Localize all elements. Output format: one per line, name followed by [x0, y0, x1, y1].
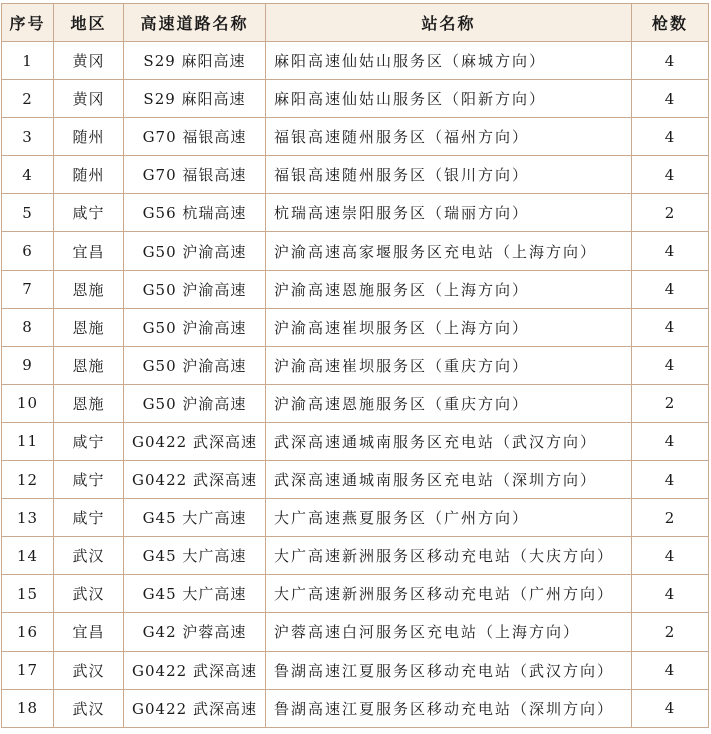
cell-region: 武汉	[54, 575, 124, 613]
cell-region: 咸宁	[54, 461, 124, 499]
cell-station: 大广高速新洲服务区移动充电站（大庆方向）	[266, 537, 632, 575]
cell-station: 麻阳高速仙姑山服务区（麻城方向）	[266, 42, 632, 80]
header-road: 高速道路名称	[124, 4, 266, 42]
cell-index: 18	[2, 689, 54, 727]
cell-region: 随州	[54, 156, 124, 194]
cell-station: 大广高速新洲服务区移动充电站（广州方向）	[266, 575, 632, 613]
table-row	[2, 80, 709, 118]
cell-station: 沪渝高速恩施服务区（重庆方向）	[266, 384, 632, 422]
cell-guns: 2	[632, 194, 709, 232]
cell-station: 福银高速随州服务区（银川方向）	[266, 156, 632, 194]
cell-road: G50 沪渝高速	[124, 232, 266, 270]
cell-road: G0422 武深高速	[124, 651, 266, 689]
cell-index: 7	[2, 270, 54, 308]
cell-index: 2	[2, 80, 54, 118]
cell-guns: 4	[632, 651, 709, 689]
table-header	[2, 4, 709, 42]
table-row	[2, 575, 709, 613]
cell-index: 3	[2, 118, 54, 156]
table-row	[2, 346, 709, 384]
cell-road: G0422 武深高速	[124, 461, 266, 499]
cell-road: G42 沪蓉高速	[124, 613, 266, 651]
cell-index: 9	[2, 346, 54, 384]
cell-guns: 4	[632, 232, 709, 270]
cell-index: 15	[2, 575, 54, 613]
cell-index: 13	[2, 499, 54, 537]
cell-station: 杭瑞高速崇阳服务区（瑞丽方向）	[266, 194, 632, 232]
cell-index: 16	[2, 613, 54, 651]
cell-guns: 2	[632, 613, 709, 651]
cell-station: 鲁湖高速江夏服务区移动充电站（武汉方向）	[266, 651, 632, 689]
header-row	[2, 4, 709, 42]
cell-station: 武深高速通城南服务区充电站（深圳方向）	[266, 461, 632, 499]
cell-region: 宜昌	[54, 613, 124, 651]
cell-road: G45 大广高速	[124, 537, 266, 575]
table-row	[2, 232, 709, 270]
cell-guns: 4	[632, 422, 709, 460]
table-row	[2, 461, 709, 499]
cell-index: 6	[2, 232, 54, 270]
cell-index: 10	[2, 384, 54, 422]
charging-station-table	[1, 3, 709, 728]
cell-guns: 4	[632, 461, 709, 499]
cell-road: G50 沪渝高速	[124, 384, 266, 422]
cell-road: G45 大广高速	[124, 575, 266, 613]
table-row	[2, 156, 709, 194]
cell-station: 武深高速通城南服务区充电站（武汉方向）	[266, 422, 632, 460]
cell-guns: 4	[632, 537, 709, 575]
cell-guns: 4	[632, 308, 709, 346]
table-row	[2, 651, 709, 689]
cell-guns: 4	[632, 270, 709, 308]
cell-guns: 2	[632, 384, 709, 422]
cell-road: S29 麻阳高速	[124, 42, 266, 80]
cell-road: G50 沪渝高速	[124, 346, 266, 384]
table-row	[2, 689, 709, 727]
cell-region: 武汉	[54, 689, 124, 727]
cell-road: S29 麻阳高速	[124, 80, 266, 118]
cell-guns: 4	[632, 118, 709, 156]
cell-region: 黄冈	[54, 42, 124, 80]
table-row	[2, 384, 709, 422]
cell-index: 11	[2, 422, 54, 460]
cell-station: 麻阳高速仙姑山服务区（阳新方向）	[266, 80, 632, 118]
header-station: 站名称	[266, 4, 632, 42]
cell-station: 沪渝高速恩施服务区（上海方向）	[266, 270, 632, 308]
cell-index: 14	[2, 537, 54, 575]
cell-road: G0422 武深高速	[124, 422, 266, 460]
table-row	[2, 270, 709, 308]
cell-index: 12	[2, 461, 54, 499]
cell-guns: 2	[632, 499, 709, 537]
cell-road: G70 福银高速	[124, 118, 266, 156]
cell-road: G45 大广高速	[124, 499, 266, 537]
cell-guns: 4	[632, 80, 709, 118]
cell-region: 宜昌	[54, 232, 124, 270]
cell-road: G56 杭瑞高速	[124, 194, 266, 232]
cell-road: G0422 武深高速	[124, 689, 266, 727]
cell-index: 4	[2, 156, 54, 194]
cell-region: 随州	[54, 118, 124, 156]
cell-region: 黄冈	[54, 80, 124, 118]
cell-guns: 4	[632, 346, 709, 384]
cell-index: 17	[2, 651, 54, 689]
cell-station: 沪蓉高速白河服务区充电站（上海方向）	[266, 613, 632, 651]
table-row	[2, 613, 709, 651]
header-index: 序号	[2, 4, 54, 42]
cell-guns: 4	[632, 156, 709, 194]
cell-station: 沪渝高速高家堰服务区充电站（上海方向）	[266, 232, 632, 270]
header-guns: 枪数	[632, 4, 709, 42]
cell-station: 沪渝高速崔坝服务区（重庆方向）	[266, 346, 632, 384]
header-region: 地区	[54, 4, 124, 42]
cell-guns: 4	[632, 689, 709, 727]
cell-guns: 4	[632, 42, 709, 80]
cell-region: 咸宁	[54, 194, 124, 232]
cell-road: G70 福银高速	[124, 156, 266, 194]
cell-station: 福银高速随州服务区（福州方向）	[266, 118, 632, 156]
cell-index: 1	[2, 42, 54, 80]
cell-region: 咸宁	[54, 499, 124, 537]
cell-region: 恩施	[54, 308, 124, 346]
cell-index: 5	[2, 194, 54, 232]
table-body	[2, 42, 709, 728]
cell-region: 武汉	[54, 537, 124, 575]
cell-region: 恩施	[54, 384, 124, 422]
table-row	[2, 194, 709, 232]
cell-station: 鲁湖高速江夏服务区移动充电站（深圳方向）	[266, 689, 632, 727]
cell-region: 恩施	[54, 346, 124, 384]
cell-station: 大广高速燕夏服务区（广州方向）	[266, 499, 632, 537]
cell-road: G50 沪渝高速	[124, 308, 266, 346]
cell-guns: 4	[632, 575, 709, 613]
table-row	[2, 499, 709, 537]
cell-region: 咸宁	[54, 422, 124, 460]
cell-station: 沪渝高速崔坝服务区（上海方向）	[266, 308, 632, 346]
cell-region: 恩施	[54, 270, 124, 308]
cell-region: 武汉	[54, 651, 124, 689]
cell-road: G50 沪渝高速	[124, 270, 266, 308]
cell-index: 8	[2, 308, 54, 346]
table-row	[2, 118, 709, 156]
table-row	[2, 422, 709, 460]
table-row	[2, 537, 709, 575]
table-row	[2, 308, 709, 346]
table-row	[2, 42, 709, 80]
